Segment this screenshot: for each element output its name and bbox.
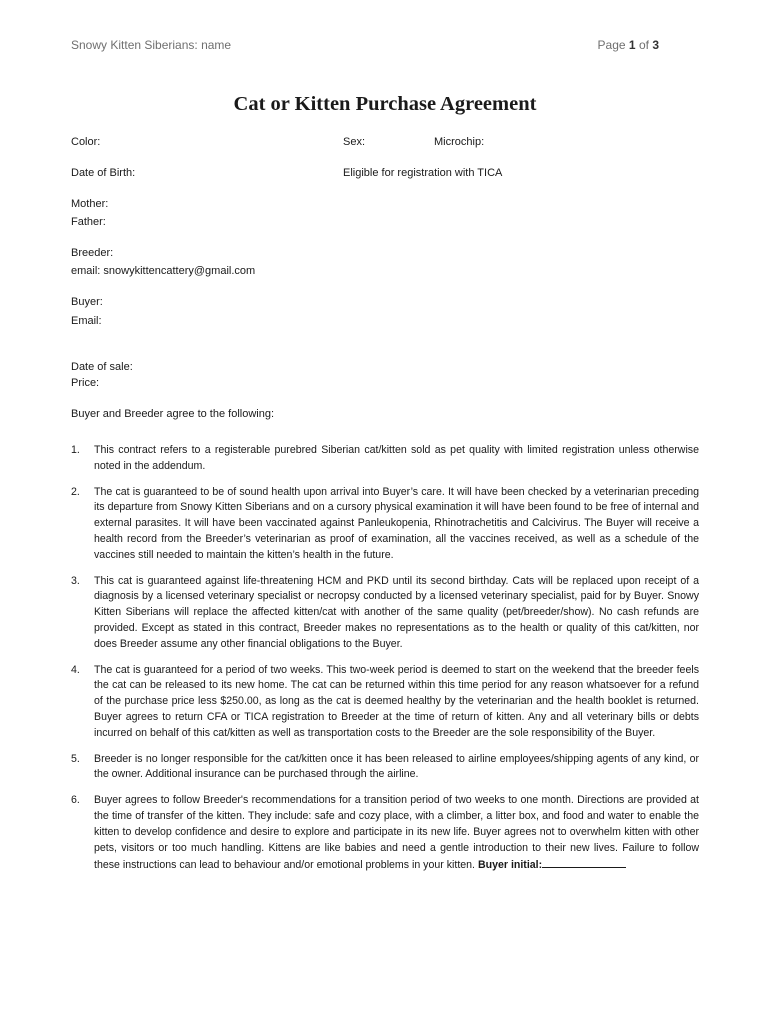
buyer-email-label: Email: [71, 315, 102, 327]
page-prefix: Page [597, 38, 626, 52]
date-of-sale-label: Date of sale: [71, 361, 133, 373]
term-number: 3. [71, 574, 80, 587]
price-label: Price: [71, 377, 100, 389]
father-label: Father: [71, 216, 106, 228]
term-item [71, 752, 699, 784]
dob-label: Date of Birth: [71, 167, 136, 179]
eligible-label: Eligible for registration with TICA [343, 167, 503, 179]
term-text: The cat is guaranteed to be of sound health upon arrival into Buyer’s care. It will have been checked by a veterinarian preceding its departure from Snowy Kitten Siberians and on a cursory physical examination it will have been found to be free of internal and external parasites. It will have been vaccinated against Panleukopenia, Rhinotrachetitis and Calcivirus. The Buyer will receive a health record from the Breeder’s veterinarian as proof of examination, all the vaccines received, as well as a schedule of the vaccines still needed to maintain the kitten’s health in the future. [94, 485, 699, 561]
term-item [71, 793, 699, 874]
term-item [71, 574, 699, 653]
page-title: Cat or Kitten Purchase Agreement [233, 93, 537, 115]
sex-label: Sex: [343, 136, 366, 148]
page-total: 3 [652, 38, 659, 52]
breeder-label: Breeder: [71, 247, 114, 259]
breeder-email: email: snowykittencattery@gmail.com [71, 265, 256, 277]
term-number: 6. [71, 794, 80, 807]
term-text: Breeder is no longer responsible for the cat/kitten once it has been released to airline employees/shipping agents of any kind, or the owner. Additional insurance can be purchased through the airline. [94, 752, 699, 781]
term-text: This cat is guaranteed against life-threatening HCM and PKD until its second birthday. Cats will be replaced upon receipt of a diagnosis by a licensed veterinary specialist or necropsy conducted by a licensed veterinary specialist, paid for by Buyer. Snowy Kitten Siberians will replace the affected kitten/cat with another of the same quality (pet/breeder/show). No cash refunds are provided. Except as stated in this contract, Breeder makes no representations as to the health or quality of this cat/kitten, nor does Breeder assume any other financial obligations to the Buyer. [94, 574, 699, 650]
term-text: Buyer agrees to follow Breeder's recommendations for a transition period of two weeks to one month. Directions are provided at the time of transfer of the kitten. They include: safe and cozy place, with a climber, a litter box, and food and water to enable the kitten to develop confidence and desire to explore and participate in its new life. Buyer agrees not to overwhelm kitten with other pets, visitors or too much handling. Kittens are like babies and need a gentle introduction to their new lives. Failure to follow these instructions can lead to behaviour and/or emotional problems in your kitten. [94, 794, 699, 872]
term-number: 4. [71, 663, 80, 676]
buyer-label: Buyer: [71, 296, 103, 308]
term-number: 1. [71, 444, 80, 456]
term-item [71, 443, 699, 475]
page-of: of [638, 38, 649, 52]
buyer-initial-label: Buyer initial: [477, 859, 543, 872]
term-item [71, 485, 699, 564]
mother-label: Mother: [71, 198, 109, 210]
page-number [598, 38, 659, 52]
color-label: Color: [71, 136, 101, 148]
microchip-label: Microchip: [434, 136, 485, 148]
header-left: Snowy Kitten Siberians: name [71, 38, 232, 52]
term-text: The cat is guaranteed for a period of two weeks. This two-week period is deemed to start on the weekend that the breeder feels the cat can be released to its new home. The cat can be returned within this time period for any reason whatsoever for a refund of the purchase price less $250.00, as long as the cat is deemed healthy by the veterinarian and the health booklet is returned. Buyer agrees to return CFA or TICA registration to Breeder at the time of return of kitten. Any and all veterinary bills or debts incurred on behalf of this cat/kitten as well as transportation costs to the Breeder are the sole responsibility of the Buyer. [94, 663, 699, 739]
page-current: 1 [628, 38, 636, 52]
term-number: 2. [71, 485, 80, 498]
terms-list [71, 443, 699, 884]
term-item [71, 663, 699, 742]
term-text: This contract refers to a registerable purebred Siberian cat/kitten sold as pet quality with limited registration unless otherwise noted in the addendum. [94, 444, 699, 472]
term-number: 5. [71, 752, 80, 765]
intro-text: Buyer and Breeder agree to the following: [71, 408, 275, 420]
buyer-initial-line[interactable] [542, 856, 626, 868]
